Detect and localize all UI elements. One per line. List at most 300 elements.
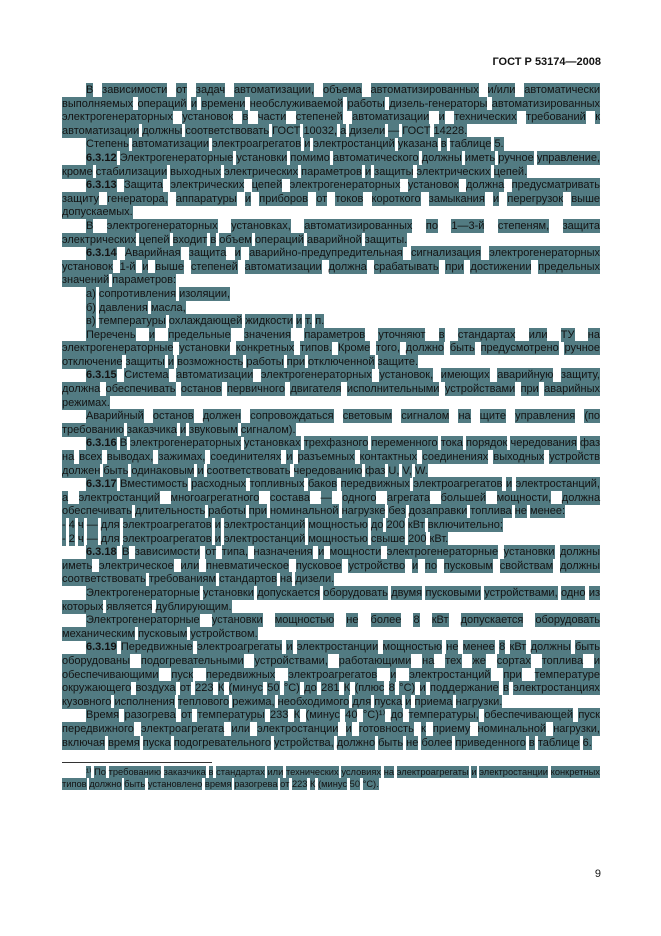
highlighted-word: и xyxy=(197,464,204,477)
highlighted-word: установок, xyxy=(379,369,434,382)
highlighted-word: дизель-генераторы xyxy=(389,97,488,110)
highlighted-word: Аварийная xyxy=(124,247,181,260)
highlighted-word: масла, xyxy=(150,301,186,314)
highlighted-word: генератора, xyxy=(107,192,168,205)
highlighted-word: из xyxy=(588,586,601,599)
highlighted-word: б) xyxy=(86,301,96,314)
highlighted-word: же xyxy=(472,654,486,667)
highlighted-word: предусмотрено xyxy=(480,342,559,355)
highlighted-word: номинальной xyxy=(477,722,547,735)
highlighted-word: установок xyxy=(407,179,459,192)
highlighted-word: включительно; xyxy=(427,519,503,531)
highlighted-word: до xyxy=(304,682,317,695)
highlighted-word: предельные xyxy=(168,328,231,341)
highlighted-word: температуре xyxy=(534,668,600,681)
highlighted-word: уточняют xyxy=(378,328,426,341)
paragraph xyxy=(62,288,600,302)
highlighted-word: 6.3.13 xyxy=(86,179,117,192)
highlighted-word: воздуха xyxy=(135,682,176,695)
highlighted-word: возможность xyxy=(177,355,244,368)
highlighted-word: управления xyxy=(515,410,576,423)
highlighted-word: и xyxy=(419,682,426,695)
highlighted-word: оборудовать xyxy=(323,586,388,599)
highlighted-word: в xyxy=(528,736,535,749)
highlighted-word: Электрогенераторные xyxy=(119,151,234,164)
highlighted-word: обеспечивающей xyxy=(484,709,573,722)
highlighted-word: большей xyxy=(440,491,487,504)
highlighted-word: токов xyxy=(335,192,364,205)
highlighted-word: электроагрегаты xyxy=(396,767,469,778)
highlighted-word: °С) xyxy=(399,682,416,695)
highlighted-word: цепей. xyxy=(493,165,528,178)
highlighted-word: 8 xyxy=(413,614,420,627)
highlighted-word: более xyxy=(370,614,402,627)
highlighted-word: и xyxy=(214,532,221,545)
highlighted-word: контактных xyxy=(359,451,418,464)
highlighted-word: электростанций xyxy=(409,668,491,681)
highlighted-word: электроагрегатов xyxy=(122,532,212,545)
highlighted-word: быть xyxy=(449,342,475,355)
highlighted-word: отключенной xyxy=(308,355,375,368)
highlighted-word: в) xyxy=(86,315,96,328)
highlighted-word: должны xyxy=(559,546,601,559)
highlighted-word: одинаковым xyxy=(131,464,195,477)
highlighted-word: защита xyxy=(562,219,601,232)
highlighted-word: передвижных xyxy=(340,478,410,491)
paragraph xyxy=(62,302,600,316)
highlighted-word: 6.3.15 xyxy=(86,369,117,382)
highlighted-word: по xyxy=(425,219,438,232)
highlighted-word: имеющих xyxy=(440,369,490,382)
highlighted-word: автоматизации xyxy=(352,111,430,124)
highlighted-word: приборов xyxy=(259,192,308,205)
highlighted-word: и xyxy=(190,97,198,110)
highlighted-word: до xyxy=(370,519,384,531)
highlighted-word: объема xyxy=(322,84,362,96)
highlighted-word: Защита xyxy=(123,179,163,192)
highlighted-word: двигателя xyxy=(290,383,342,396)
highlighted-word: от xyxy=(176,84,188,96)
highlighted-word: В xyxy=(86,219,94,232)
highlighted-word: к xyxy=(420,722,426,735)
highlighted-word: и xyxy=(179,423,187,436)
highlighted-word: дублирующим. xyxy=(155,600,232,613)
highlighted-word: Кроме xyxy=(337,342,371,355)
highlighted-word: должны xyxy=(421,151,462,164)
highlighted-word: управление, xyxy=(536,151,601,164)
highlighted-word: свыше xyxy=(370,532,406,545)
highlighted-word: переменного xyxy=(371,437,438,450)
highlighted-word: допускается xyxy=(460,614,524,627)
highlighted-word: короткого xyxy=(371,192,421,205)
highlighted-word: и xyxy=(471,767,477,778)
highlighted-word: установки xyxy=(179,342,231,355)
highlighted-word: электрогенераторные xyxy=(386,546,499,559)
highlighted-word: нагрузке xyxy=(341,505,386,518)
highlighted-word: должна xyxy=(561,491,601,504)
highlighted-word: отключение xyxy=(62,355,123,368)
highlighted-word: должна xyxy=(466,179,505,192)
highlighted-word: щите xyxy=(479,410,507,423)
highlighted-word: к xyxy=(595,111,601,124)
highlighted-word: заказчика xyxy=(163,767,206,778)
highlighted-word: при xyxy=(445,260,464,273)
highlighted-word: зависимости xyxy=(134,546,200,559)
highlighted-word: требованию xyxy=(108,767,161,778)
highlighted-word: пневматическое xyxy=(206,559,290,572)
highlighted-word: 223 xyxy=(291,778,308,789)
highlighted-word: кВт xyxy=(407,519,425,531)
highlighted-word: ручное xyxy=(564,342,601,355)
highlighted-word: электрическое xyxy=(99,559,174,572)
paragraph xyxy=(62,614,600,641)
highlighted-word: защита xyxy=(188,247,227,260)
highlighted-word: не xyxy=(446,641,459,654)
highlighted-word: и xyxy=(345,722,352,735)
highlighted-word: поддержание xyxy=(430,682,499,695)
highlighted-word: подогревательного xyxy=(173,736,271,749)
paragraph xyxy=(62,138,600,152)
highlighted-word: выше xyxy=(155,260,184,273)
highlighted-word: U, xyxy=(388,464,400,477)
highlighted-word: установлено xyxy=(147,778,203,789)
highlighted-word: устройствами xyxy=(444,383,516,396)
highlighted-word: при xyxy=(503,668,522,681)
highlighted-word: технических xyxy=(285,767,339,778)
highlighted-word: быть xyxy=(103,464,129,477)
highlighted-word: аварийных xyxy=(544,383,601,396)
highlighted-word: топлива xyxy=(541,654,584,667)
highlighted-word: не xyxy=(346,614,359,627)
highlighted-word: нагрузки. xyxy=(455,695,503,708)
highlighted-word: кВт xyxy=(431,614,449,627)
highlighted-word: температуры, xyxy=(408,709,479,722)
highlighted-word: — xyxy=(388,124,400,137)
highlighted-word: электроагрегатов xyxy=(288,668,378,681)
highlighted-word: Степень xyxy=(86,138,129,151)
highlighted-word: и xyxy=(364,165,372,178)
highlighted-word: останов xyxy=(152,410,194,423)
highlighted-word: автоматизации xyxy=(62,124,140,137)
highlighted-word: должна xyxy=(62,383,101,396)
highlighted-word: должна xyxy=(328,260,367,273)
highlighted-word: автоматизированных xyxy=(304,219,413,232)
highlighted-word: обеспечивать xyxy=(105,383,176,396)
highlighted-word: одно xyxy=(560,586,586,599)
highlighted-word: пусковым xyxy=(443,559,493,572)
highlighted-word: электрогенераторных xyxy=(260,369,372,382)
highlighted-word: автоматического xyxy=(332,151,419,164)
highlighted-word: К xyxy=(343,682,351,695)
highlighted-word: степеням, xyxy=(497,219,550,232)
highlighted-word: автоматически xyxy=(524,84,600,96)
highlighted-word: чередованию xyxy=(293,464,363,477)
highlighted-word: и xyxy=(167,355,175,368)
highlighted-word: и xyxy=(390,668,397,681)
highlighted-word: менее: xyxy=(530,505,566,518)
highlighted-word: К xyxy=(310,778,316,789)
highlighted-word: более xyxy=(421,736,453,749)
highlighted-word: автоматизированных xyxy=(491,97,600,110)
highlighted-word: электростанций xyxy=(313,138,395,151)
highlighted-word: допускается xyxy=(257,586,320,599)
highlighted-word: установках, xyxy=(231,219,291,232)
highlighted-word: типов xyxy=(62,778,87,789)
highlighted-word: 1—3-й xyxy=(451,219,485,232)
highlighted-word: стабилизации xyxy=(95,165,168,178)
highlighted-word: 281 xyxy=(321,682,340,695)
highlighted-word: которых xyxy=(62,600,104,613)
highlighted-word: назначения xyxy=(253,546,313,559)
highlighted-word: на xyxy=(383,767,395,778)
highlighted-word: допускаемых. xyxy=(62,206,133,219)
highlighted-word: и xyxy=(142,260,149,273)
highlighted-word: соответствовать xyxy=(206,464,291,477)
highlighted-word: температуры xyxy=(197,709,265,722)
highlighted-word: охлаждающей xyxy=(168,315,243,328)
highlighted-word: а xyxy=(62,491,69,504)
highlighted-word: объем xyxy=(219,233,252,246)
highlighted-word: фаз xyxy=(579,437,601,450)
highlighted-word: и xyxy=(244,192,252,205)
highlighted-word: а) xyxy=(86,287,96,300)
highlighted-word: устройствами, xyxy=(484,586,558,599)
highlighted-word: 233 xyxy=(270,709,289,722)
highlighted-word: °С). xyxy=(362,778,379,789)
highlighted-word: дизели. xyxy=(295,573,335,586)
highlighted-word: 50 xyxy=(267,682,280,695)
highlighted-word: °С)¹⁾ xyxy=(362,709,386,722)
highlighted-word: операций xyxy=(137,97,187,110)
paragraph xyxy=(62,437,600,478)
highlighted-word: выводах, xyxy=(106,451,154,464)
highlighted-word: 6.3.17 xyxy=(86,478,117,491)
highlighted-word: (минус xyxy=(318,778,348,789)
highlighted-word: По xyxy=(94,767,106,778)
highlighted-word: пуск xyxy=(578,709,600,722)
highlighted-word: К xyxy=(293,709,301,722)
highlighted-word: без xyxy=(388,505,406,518)
highlighted-word: всех xyxy=(79,451,102,464)
highlighted-word: приема xyxy=(414,695,453,708)
highlighted-word: стандартах xyxy=(216,767,265,778)
highlighted-word: указана xyxy=(397,138,438,151)
highlighted-word: работы xyxy=(208,505,246,518)
highlighted-word: Аварийный xyxy=(86,410,144,423)
highlighted-word: или xyxy=(267,767,284,778)
highlighted-word: и xyxy=(593,654,601,667)
highlighted-word: режимах. xyxy=(62,396,110,409)
highlighted-word: на xyxy=(62,451,75,464)
highlighted-word: или xyxy=(180,559,200,572)
highlighted-word: 6.3.16 xyxy=(86,437,117,450)
paragraph xyxy=(62,709,600,750)
highlighted-word: тока xyxy=(440,437,463,450)
highlighted-word: типа, xyxy=(221,546,249,559)
highlighted-word: является xyxy=(106,600,153,613)
highlighted-word: мощности xyxy=(329,546,382,559)
highlighted-word: - xyxy=(62,519,66,531)
highlighted-word: иметь xyxy=(464,151,496,164)
highlighted-word: исполнительными xyxy=(346,383,440,396)
highlighted-word: порядок xyxy=(466,437,508,450)
highlighted-word: передвижного xyxy=(62,722,134,735)
paragraph xyxy=(62,220,600,247)
highlighted-word: электростанций xyxy=(223,519,306,531)
highlighted-word: конкретных xyxy=(235,342,295,355)
highlighted-word: и xyxy=(505,478,513,491)
highlighted-word: электроагрегатов xyxy=(413,478,503,491)
highlighted-word: в xyxy=(503,682,509,695)
highlighted-word: В xyxy=(122,546,130,559)
highlighted-word: и xyxy=(148,328,156,341)
highlighted-word: установки xyxy=(202,586,254,599)
highlighted-word: установки xyxy=(211,614,263,627)
highlighted-word: одного xyxy=(342,491,377,504)
highlighted-word: состава xyxy=(269,491,310,504)
highlighted-word: (по xyxy=(584,410,601,423)
highlighted-word: пусковым xyxy=(138,627,188,640)
highlighted-word: и xyxy=(493,192,500,205)
highlighted-word: соответствовать xyxy=(185,124,270,137)
highlighted-word: до xyxy=(390,709,404,722)
highlighted-word: требованию xyxy=(62,423,124,436)
highlighted-word: таблице xyxy=(449,138,492,151)
highlighted-word: на xyxy=(587,328,600,341)
highlighted-word: К xyxy=(217,682,225,695)
highlighted-word: номинальной xyxy=(269,505,339,518)
highlighted-word: оборудованы xyxy=(62,654,131,667)
highlighted-word: для xyxy=(352,695,372,708)
highlighted-word: типов. xyxy=(300,342,333,355)
highlighted-word: пуска xyxy=(374,695,403,708)
highlighted-word: автоматизированных xyxy=(370,84,479,96)
highlighted-word: автоматизации xyxy=(244,260,322,273)
highlighted-word: сигналом). xyxy=(240,423,296,436)
highlighted-word: фаз xyxy=(365,464,386,477)
highlighted-word: устройство xyxy=(348,559,406,572)
highlighted-word: электрогенераторных xyxy=(130,437,241,450)
paragraph xyxy=(62,329,600,370)
highlighted-word: должны xyxy=(530,641,571,654)
highlighted-word: заказчика xyxy=(126,423,177,436)
highlighted-word: параметров xyxy=(304,328,366,341)
highlighted-word: тех xyxy=(445,654,462,667)
highlighted-word: многоагрегатного xyxy=(170,491,260,504)
highlighted-word: аварийно-предупредительная xyxy=(249,247,403,260)
highlighted-word: части xyxy=(257,111,287,124)
highlighted-word: баков xyxy=(307,478,338,491)
highlighted-word: В xyxy=(119,437,128,450)
highlighted-word: автоматизации xyxy=(176,369,254,382)
highlighted-word: режима, xyxy=(232,695,275,708)
highlighted-word: предусматривать xyxy=(511,179,601,192)
highlighted-word: расходных xyxy=(191,478,247,491)
highlighted-word: или xyxy=(231,722,251,735)
highlighted-word: 8 xyxy=(499,641,506,654)
highlighted-word: давления xyxy=(99,301,148,314)
highlighted-word: мощности, xyxy=(496,491,552,504)
highlighted-word: ручное xyxy=(498,151,534,164)
highlighted-word: установок xyxy=(182,111,234,124)
highlighted-word: п. xyxy=(315,315,325,328)
highlighted-word: задач xyxy=(195,84,226,96)
highlighted-word: стандартах xyxy=(457,328,516,341)
highlighted-word: и xyxy=(318,546,325,559)
highlighted-word: выходных xyxy=(170,165,222,178)
highlighted-word: необслуживаемой xyxy=(249,97,344,110)
highlighted-word: разогрева xyxy=(124,709,176,722)
paragraph xyxy=(62,247,600,288)
highlighted-word: В xyxy=(86,84,94,96)
highlighted-word: автоматизации xyxy=(131,138,210,151)
highlighted-word: значения xyxy=(243,328,292,341)
highlighted-word: в xyxy=(208,767,214,778)
highlighted-word: и xyxy=(286,641,293,654)
highlighted-word: 6.3.19 xyxy=(86,641,117,654)
paragraph xyxy=(62,478,600,519)
highlighted-word: перегрузок xyxy=(507,192,564,205)
highlighted-word: степеней xyxy=(295,111,343,124)
highlighted-word: того, xyxy=(376,342,401,355)
highlighted-word: т. xyxy=(305,315,313,328)
highlighted-word: достижении xyxy=(470,260,532,273)
highlighted-word: приведенного xyxy=(455,736,526,749)
highlighted-word: двумя xyxy=(391,586,423,599)
highlighted-word: установки xyxy=(503,546,555,559)
highlighted-word: степеней xyxy=(190,260,238,273)
highlighted-word: 6. xyxy=(582,736,592,749)
highlighted-word: 50 xyxy=(349,778,361,789)
highlighted-word: по xyxy=(424,559,437,572)
highlighted-word: останов xyxy=(180,383,222,396)
highlighted-word: не xyxy=(514,505,527,518)
highlighted-word: при xyxy=(286,355,305,368)
highlighted-word: иметь xyxy=(62,559,93,572)
highlighted-word: пуска xyxy=(142,736,171,749)
highlighted-word: защиту xyxy=(62,192,100,205)
highlighted-word: кузовного xyxy=(62,695,112,708)
highlighted-word: кроме xyxy=(62,165,93,178)
highlighted-word: и/или xyxy=(487,84,516,96)
highlighted-word: топливных xyxy=(249,478,305,491)
document-body xyxy=(62,84,600,790)
highlighted-word: устройств xyxy=(549,451,600,464)
highlighted-word: таблице xyxy=(537,736,580,749)
highlighted-word: устройствами, xyxy=(254,654,328,667)
highlighted-word: установки xyxy=(236,151,288,164)
highlighted-word: срабатывать xyxy=(373,260,439,273)
highlighted-word: защите. xyxy=(377,355,419,368)
highlighted-word: электрических xyxy=(62,233,136,246)
paragraph xyxy=(62,152,600,179)
highlighted-word: должно xyxy=(336,736,376,749)
highlighted-word: и xyxy=(214,519,221,531)
highlighted-word: и xyxy=(296,315,303,328)
highlighted-word: кВт xyxy=(509,641,527,654)
highlighted-word: агрегата xyxy=(387,491,431,504)
highlighted-word: электростанции xyxy=(296,641,379,654)
highlighted-word: электроагрегаты xyxy=(197,641,283,654)
highlighted-word: необходимого xyxy=(277,695,350,708)
highlighted-word: цепей xyxy=(251,179,283,192)
highlighted-word: быть xyxy=(574,641,600,654)
highlighted-word: W. xyxy=(414,464,428,477)
highlighted-word: Перечень xyxy=(86,328,136,341)
highlighted-word: сортах xyxy=(496,654,531,667)
highlighted-word: 1-й xyxy=(119,260,136,273)
highlighted-word: трехфазного xyxy=(303,437,369,450)
